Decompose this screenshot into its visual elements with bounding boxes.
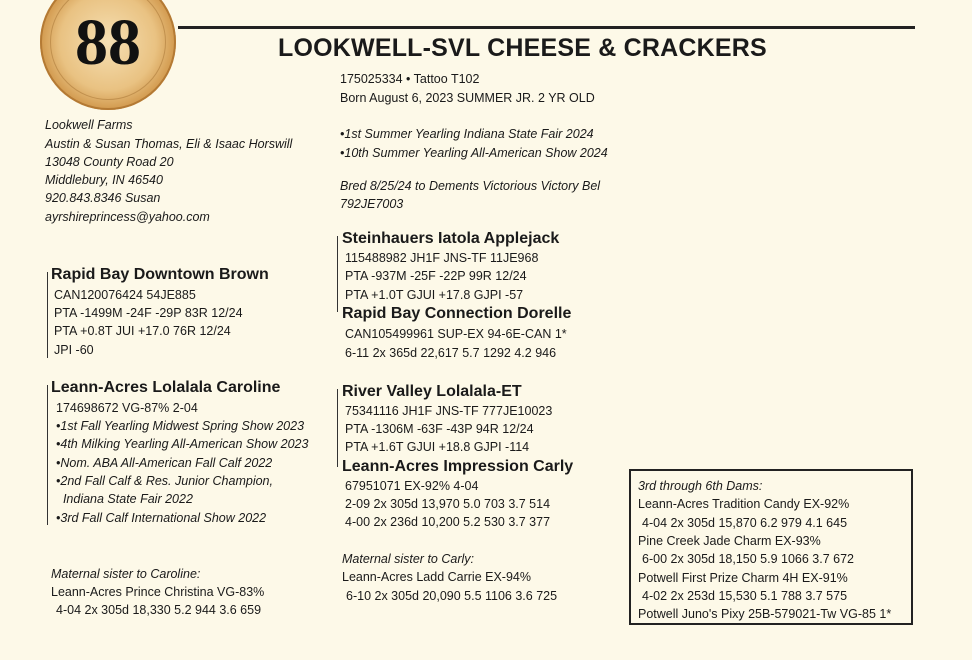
sires-dam-name: Rapid Bay Connection Dorelle — [342, 305, 572, 322]
animal-birth-line: Born August 6, 2023 SUMMER JR. 2 YR OLD — [340, 91, 595, 105]
maternal-sister-carly-name: Leann-Acres Ladd Carrie EX-94% — [342, 570, 531, 584]
sires-dam-line: 6-11 2x 365d 22,617 5.7 1292 4.2 946 — [345, 346, 557, 360]
dams-box-line: Pine Creek Jade Charm EX-93% — [638, 534, 821, 548]
dams-box-line: Potwell First Prize Charm 4H EX-91% — [638, 571, 848, 585]
consignor-address2: Middlebury, IN 46540 — [45, 173, 163, 187]
consignor-owners: Austin & Susan Thomas, Eli & Isaac Horswill — [45, 137, 293, 151]
left-sire-line: CAN120076424 54JE885 — [54, 288, 196, 302]
animal-award: •1st Summer Yearling Indiana State Fair 2024 — [340, 127, 594, 141]
left-sire-line: PTA +0.8T JUI +17.0 76R 12/24 — [54, 324, 231, 338]
bred-line: Bred 8/25/24 to Dements Victorious Victory Bel — [340, 179, 601, 193]
sire-name: Steinhauers Iatola Applejack — [342, 230, 560, 247]
lot-number: 88 — [75, 6, 141, 79]
sire-line: PTA +1.0T GJUI +17.8 GJPI -57 — [345, 288, 524, 302]
dams-dam-line: 4-00 2x 236d 10,200 5.2 530 3.7 377 — [345, 515, 551, 529]
dams-box-line: Leann-Acres Tradition Candy EX-92% — [638, 497, 850, 511]
header-rule — [178, 26, 915, 29]
left-sire-bracket — [47, 272, 48, 358]
animal-reg-line: 175025334 • Tattoo T102 — [340, 72, 480, 86]
maternal-sister-carly-record: 6-10 2x 305d 20,090 5.5 1106 3.6 725 — [346, 589, 558, 603]
maternal-sister-caroline-label: Maternal sister to Caroline: — [51, 567, 201, 581]
dam-pedigree-bracket — [337, 389, 338, 467]
dams-box-line: 4-04 2x 305d 15,870 6.2 979 4.1 645 — [642, 516, 848, 530]
sire-line: 115488982 JH1F JNS-TF 11JE968 — [345, 251, 539, 265]
lot-badge — [40, 0, 176, 110]
dam-award: •4th Milking Yearling All-American Show 2023 — [56, 437, 309, 451]
dam-award: •1st Fall Yearling Midwest Spring Show 2023 — [56, 419, 305, 433]
dam-award: •3rd Fall Calf International Show 2022 — [56, 511, 267, 525]
sire-bracket — [337, 236, 338, 312]
maternal-sister-caroline-name: Leann-Acres Prince Christina VG-83% — [51, 585, 265, 599]
animal-award: •10th Summer Yearling All-American Show 2024 — [340, 146, 608, 160]
maternal-sister-caroline-record: 4-04 2x 305d 18,330 5.2 944 3.6 659 — [56, 603, 262, 617]
bred-line-service-sire-code: 792JE7003 — [340, 197, 404, 211]
left-sire-name: Rapid Bay Downtown Brown — [51, 266, 269, 283]
dams-box-heading: 3rd through 6th Dams: — [638, 479, 763, 493]
consignor-address1: 13048 County Road 20 — [45, 155, 174, 169]
sire-line: PTA -937M -25F -22P 99R 12/24 — [345, 269, 527, 283]
consignor-phone: 920.843.8346 Susan — [45, 191, 161, 205]
dam-award: •2nd Fall Calf & Res. Junior Champion, — [56, 474, 273, 488]
animal-title: LOOKWELL-SVL CHEESE & CRACKERS — [278, 34, 767, 62]
dams-sire-line: PTA +1.6T GJUI +18.8 GJPI -114 — [345, 440, 530, 454]
left-sire-line: PTA -1499M -24F -29P 83R 12/24 — [54, 306, 243, 320]
dam-bracket — [47, 385, 48, 525]
dams-dam-line: 67951071 EX-92% 4-04 — [345, 479, 479, 493]
dam-award-continued: Indiana State Fair 2022 — [56, 492, 193, 506]
dam-name: Leann-Acres Lolalala Caroline — [51, 379, 281, 396]
dams-box-line: 6-00 2x 305d 18,150 5.9 1066 3.7 672 — [642, 552, 854, 566]
dam-reg: 174698672 VG-87% 2-04 — [56, 401, 198, 415]
consignor-farm: Lookwell Farms — [45, 118, 133, 132]
consignor-email: ayrshireprincess@yahoo.com — [45, 210, 210, 224]
sires-dam-line: CAN105499961 SUP-EX 94-6E-CAN 1* — [345, 327, 567, 341]
dams-box-line: Potwell Juno's Pixy 25B-579021-Tw VG-85 1* — [638, 607, 892, 621]
dams-sire-line: PTA -1306M -63F -43P 94R 12/24 — [345, 422, 534, 436]
maternal-sister-carly-label: Maternal sister to Carly: — [342, 552, 474, 566]
dams-sire-line: 75341116 JH1F JNS-TF 777JE10023 — [345, 404, 553, 418]
dams-sire-name: River Valley Lolalala-ET — [342, 383, 522, 400]
dams-dam-name: Leann-Acres Impression Carly — [342, 458, 574, 475]
dams-box-line: 4-02 2x 253d 15,530 5.1 788 3.7 575 — [642, 589, 848, 603]
left-sire-line: JPI -60 — [54, 343, 94, 357]
dams-dam-line: 2-09 2x 305d 13,970 5.0 703 3.7 514 — [345, 497, 551, 511]
dam-award: •Nom. ABA All-American Fall Calf 2022 — [56, 456, 273, 470]
